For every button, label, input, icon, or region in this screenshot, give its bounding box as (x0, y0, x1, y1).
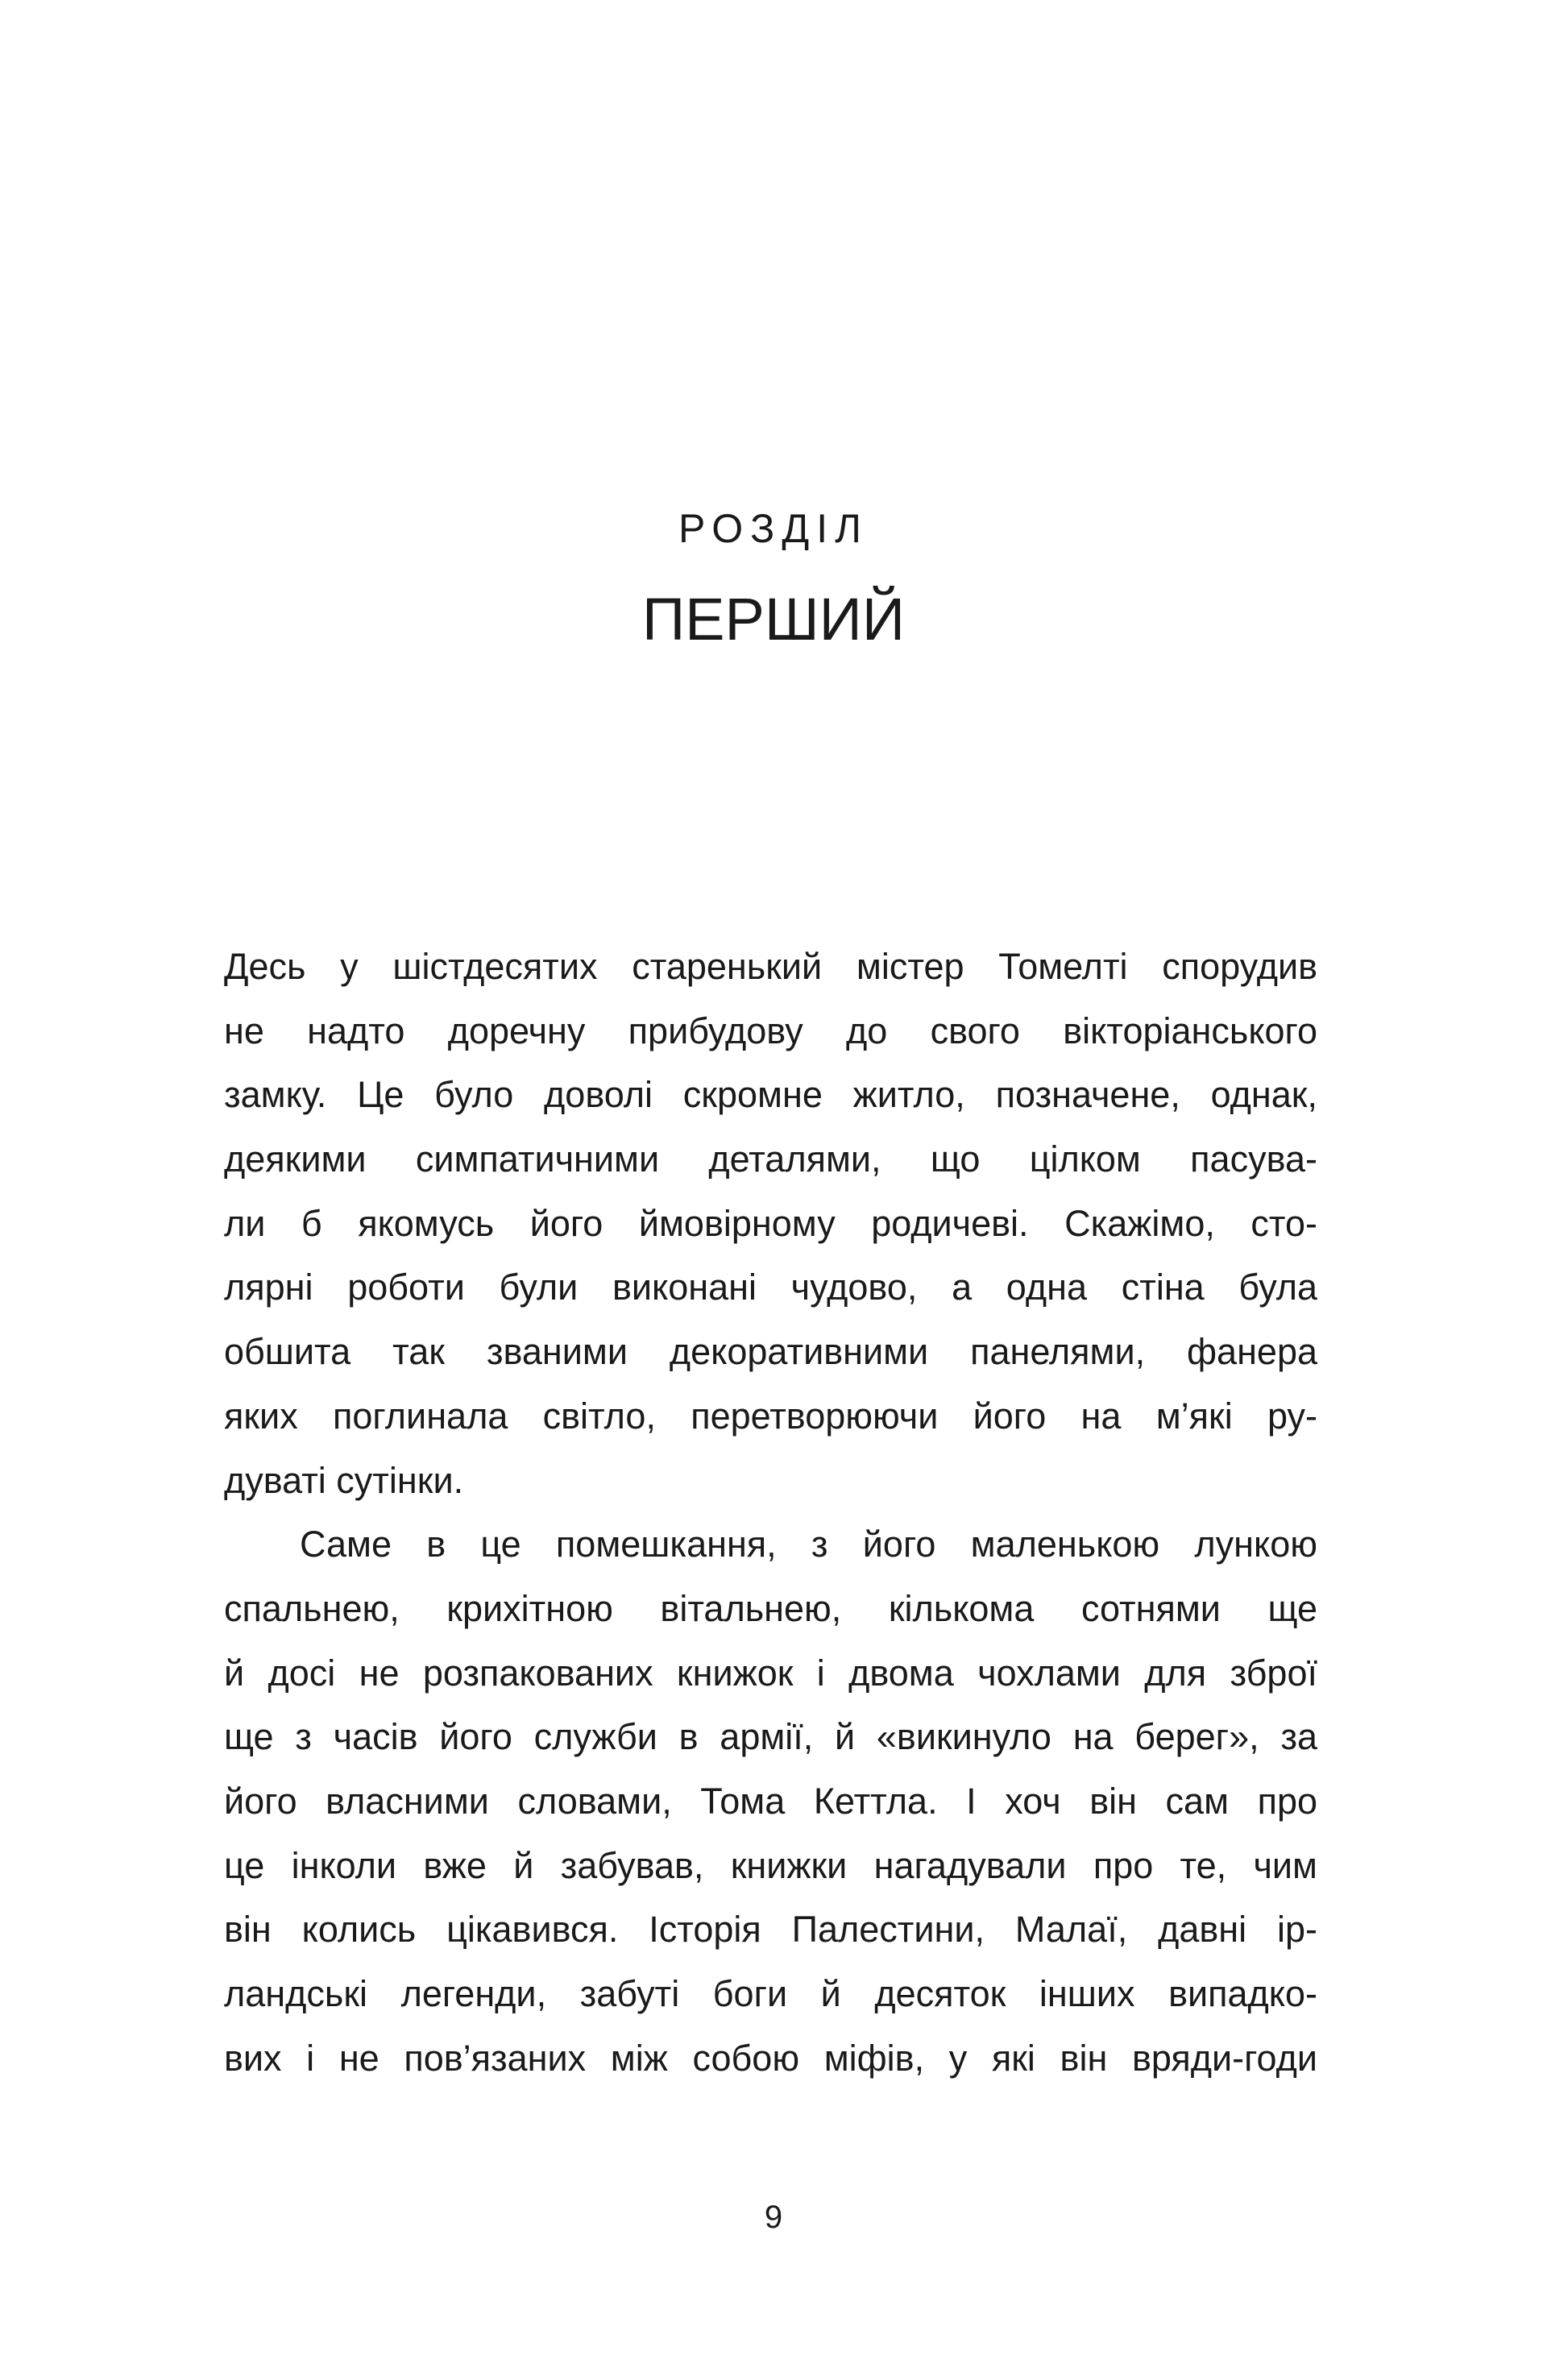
text-line: його власними словами, Тома Кеттла. І хоч він сам про (224, 1780, 1317, 1822)
text-line: спальнею, крихітною вітальнею, кількома сотнями ще (224, 1587, 1317, 1629)
text-line: ли б якомусь його ймовірному родичеві. Скажімо, сто- (224, 1202, 1317, 1244)
body-text (224, 935, 1317, 2090)
text-line: ще з часів його служби в армії, й «викинуло на берег», за (224, 1716, 1317, 1758)
text-line: дуваті сутінки. (224, 1459, 464, 1501)
text-line: він колись цікавився. Історія Палестини, Малаї, давні ір- (224, 1909, 1317, 1951)
page-number: 9 (764, 2200, 783, 2235)
text-line: вих і не пов’язаних між собою міфів, у які він вряди-годи (224, 2037, 1317, 2079)
text-line: ландські легенди, забуті боги й десяток інших випадко- (224, 1973, 1317, 2014)
text-line: й досі не розпакованих книжок і двома чохлами для зброї (224, 1652, 1317, 1694)
text-line: Десь у шістдесятих старенький містер Томелті спорудив (224, 946, 1317, 987)
chapter-title: ПЕРШИЙ (641, 586, 906, 653)
paragraph-2 (224, 1512, 1317, 2090)
text-line: яких поглинала світло, перетворюючи його на м’які ру- (224, 1395, 1317, 1437)
text-line: Саме в це помешкання, з його маленькою лункою (300, 1524, 1317, 1565)
text-line: деякими симпатичними деталями, що цілком пасува- (224, 1138, 1317, 1180)
text-line: обшита так званими декоративними панелями, фанера (224, 1331, 1317, 1373)
text-line: лярні роботи були виконані чудово, а одна стіна була (224, 1267, 1317, 1308)
chapter-label: РОЗДІЛ (678, 506, 869, 551)
text-line: не надто доречну прибудову до свого вікторіанського (224, 1010, 1317, 1051)
paragraph-1 (224, 935, 1317, 1512)
text-line: замку. Це було доволі скромне житло, позначене, однак, (224, 1074, 1317, 1116)
text-line: це інколи вже й забував, книжки нагадували про те, чим (224, 1844, 1317, 1886)
